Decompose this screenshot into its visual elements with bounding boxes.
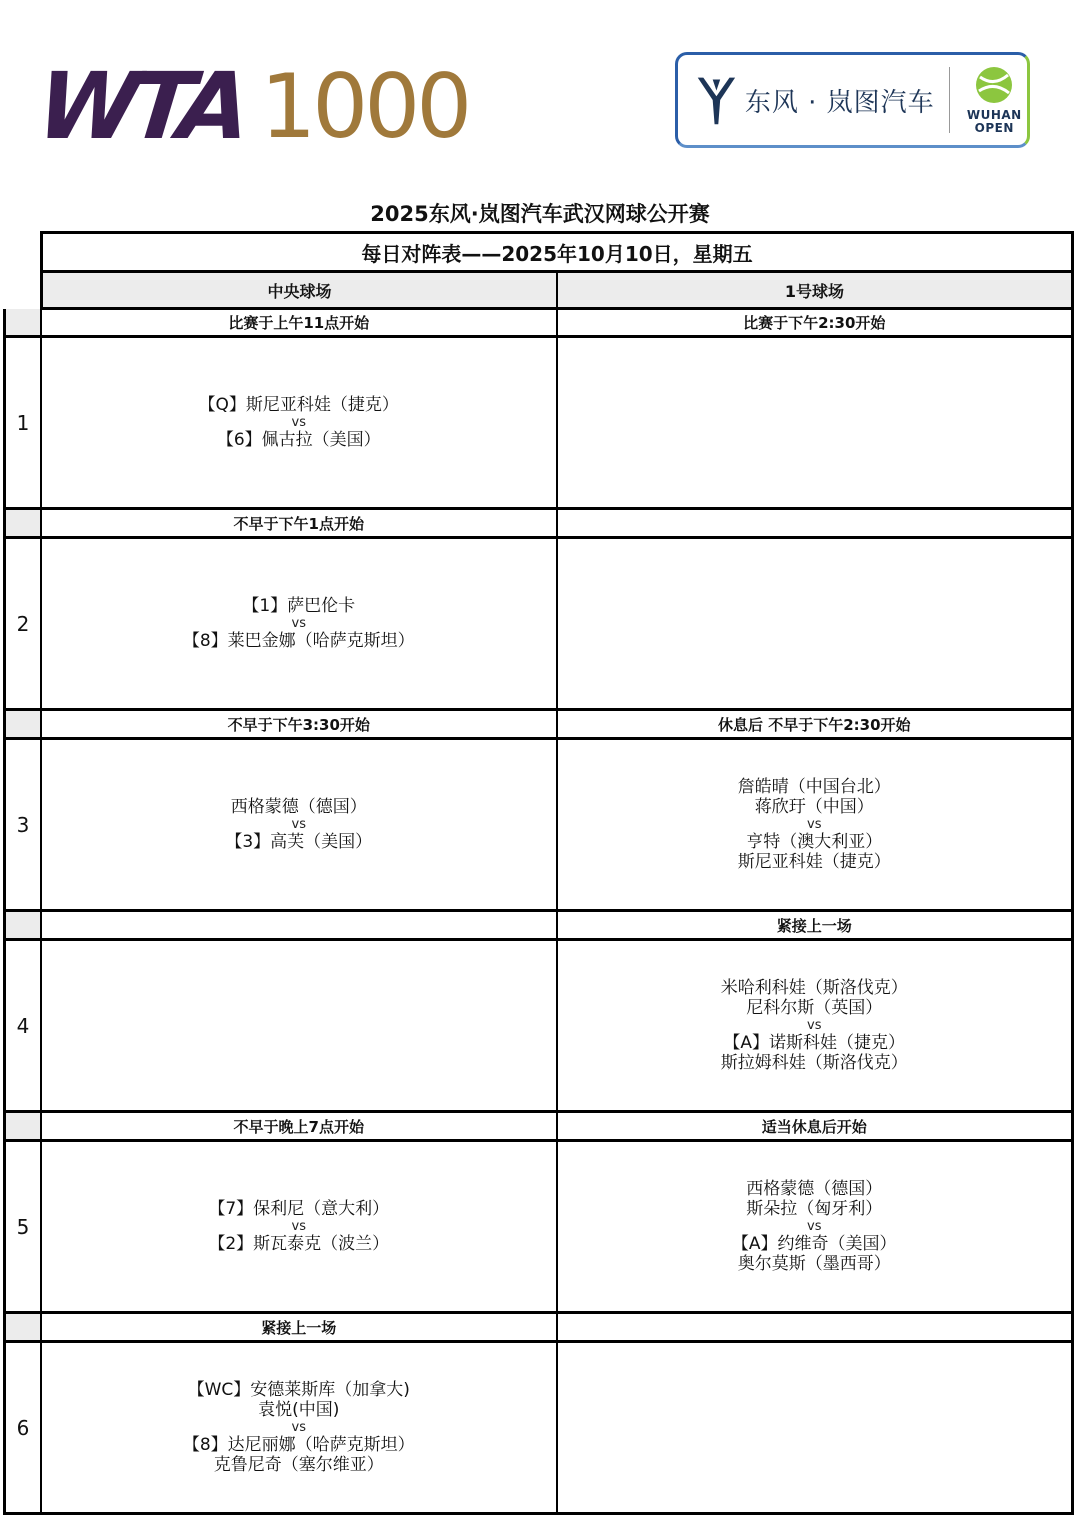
player-name: 斯拉姆科娃（斯洛伐克） — [720, 1053, 908, 1073]
player-name: 詹皓晴（中国台北） — [737, 776, 891, 797]
start-time-row — [6, 510, 1071, 539]
sponsor-divider — [949, 67, 950, 133]
start-time-left: 比赛于上午11点开始 — [42, 309, 558, 335]
match-number: 3 — [6, 740, 42, 909]
start-time-row — [6, 309, 1071, 338]
match-block — [6, 507, 1071, 708]
versus-label: vs — [291, 615, 306, 631]
start-time-right: 紧接上一场 — [776, 916, 852, 935]
versus-label: vs — [291, 816, 306, 832]
player-name: 【6】佩古拉（美国） — [216, 429, 381, 450]
player-name: 【Q】斯尼亚科娃（捷克） — [198, 395, 399, 415]
tennis-ball-icon — [971, 65, 1017, 109]
start-time-row — [6, 1113, 1071, 1142]
player-name: 尼科尔斯（英国） — [746, 998, 883, 1018]
start-row-spacer — [6, 711, 42, 737]
match-block — [6, 1110, 1071, 1311]
start-time-right — [558, 1314, 1072, 1340]
match-number: 2 — [6, 539, 42, 708]
match-cell-right — [558, 1343, 1072, 1512]
match-block — [6, 309, 1071, 507]
match-cell-right — [558, 941, 1072, 1110]
match-cell-left — [42, 338, 558, 507]
match-number: 4 — [6, 941, 42, 1110]
start-time-left: 不早于晚上7点开始 — [42, 1113, 558, 1139]
start-time-row — [6, 912, 1071, 941]
court-1-header: 1号球场 — [558, 273, 1071, 310]
match-block — [6, 708, 1071, 909]
start-time-left — [42, 912, 558, 938]
player-name: 【3】高芙（美国） — [225, 831, 373, 852]
player-name: 【A】约维奇（美国） — [731, 1233, 897, 1254]
start-row-spacer — [6, 1113, 42, 1139]
match-cell-left — [42, 740, 558, 909]
schedule-date: 每日对阵表——2025年10月10日，星期五 — [40, 231, 1074, 273]
match-row — [6, 1142, 1071, 1311]
player-name: 【2】斯瓦泰克（波兰） — [208, 1233, 390, 1254]
match-cell-left — [42, 1142, 558, 1311]
player-name: 斯朵拉（匈牙利） — [746, 1199, 883, 1219]
match-cell-right — [558, 539, 1072, 708]
match-cell-left — [42, 941, 558, 1110]
match-row — [6, 1343, 1071, 1512]
player-name: 西格蒙德（德国） — [746, 1178, 883, 1199]
player-name: 袁悦(中国) — [258, 1400, 340, 1420]
player-name: 西格蒙德（德国） — [230, 797, 367, 817]
open-logo-line2: OPEN — [974, 121, 1014, 135]
match-row — [6, 740, 1071, 909]
sponsor-logo-box — [675, 52, 1030, 148]
player-name: 【7】保利尼（意大利） — [208, 1199, 390, 1219]
player-name: 斯尼亚科娃（捷克） — [737, 852, 891, 872]
match-cell-right — [558, 338, 1072, 507]
court-center-header: 中央球场 — [43, 273, 558, 310]
player-name: 【A】诺斯科娃（捷克） — [723, 1032, 906, 1053]
start-time-left: 紧接上一场 — [42, 1314, 558, 1340]
player-name: 米哈利科娃（斯洛伐克） — [720, 977, 908, 998]
player-name: 奥尔莫斯（墨西哥） — [737, 1254, 891, 1274]
match-row — [6, 941, 1071, 1110]
match-cell-left — [42, 1343, 558, 1512]
player-name: 克鲁尼奇（塞尔维亚） — [213, 1455, 384, 1475]
start-time-row — [6, 711, 1071, 740]
wta-tier: 1000 — [260, 55, 469, 158]
wuhan-open-logo — [962, 65, 1027, 135]
match-number: 5 — [6, 1142, 42, 1311]
match-row — [6, 338, 1071, 507]
versus-label: vs — [291, 414, 306, 430]
match-cell-right — [558, 740, 1072, 909]
player-name: 蒋欣玗（中国） — [754, 797, 874, 817]
player-name: 【1】萨巴伦卡 — [242, 596, 356, 616]
event-title: 2025东风·岚图汽车武汉网球公开赛 — [370, 202, 710, 226]
wta-brand: WTA — [32, 53, 248, 160]
player-name: 亨特（澳大利亚） — [746, 831, 883, 852]
match-cell-left — [42, 539, 558, 708]
match-cell-right — [558, 1142, 1072, 1311]
match-number: 1 — [6, 338, 42, 507]
start-row-spacer — [6, 309, 42, 335]
match-block — [6, 1311, 1071, 1512]
wta-1000-logo — [32, 53, 469, 160]
start-row-spacer — [6, 1314, 42, 1340]
schedule-grid — [3, 309, 1074, 1515]
start-time-left: 不早于下午1点开始 — [42, 510, 558, 536]
start-row-spacer — [6, 510, 42, 536]
versus-label: vs — [807, 1017, 822, 1033]
match-row — [6, 539, 1071, 708]
match-number: 6 — [6, 1343, 42, 1512]
voyah-mark-icon — [694, 70, 739, 130]
versus-label: vs — [807, 816, 822, 832]
start-row-spacer — [6, 912, 42, 938]
player-name: 【8】达尼丽娜（哈萨克斯坦） — [182, 1434, 415, 1455]
start-time-row — [6, 1314, 1071, 1343]
start-time-right: 比赛于下午2:30开始 — [743, 313, 886, 332]
sponsor-name: 东风 · 岚图汽车 — [744, 87, 935, 118]
versus-label: vs — [291, 1218, 306, 1234]
open-logo-line1: WUHAN — [966, 108, 1022, 122]
start-time-right: 适当休息后开始 — [761, 1117, 867, 1136]
player-name: 【8】莱巴金娜（哈萨克斯坦） — [182, 630, 415, 651]
versus-label: vs — [807, 1218, 822, 1234]
start-time-right — [558, 510, 1072, 536]
start-time-left: 不早于下午3:30开始 — [42, 711, 558, 737]
player-name: 【WC】安德莱斯库（加拿大) — [187, 1379, 410, 1400]
versus-label: vs — [291, 1419, 306, 1435]
match-block — [6, 909, 1071, 1110]
start-time-right: 休息后 不早于下午2:30开始 — [717, 715, 911, 734]
court-header-row — [40, 273, 1074, 310]
